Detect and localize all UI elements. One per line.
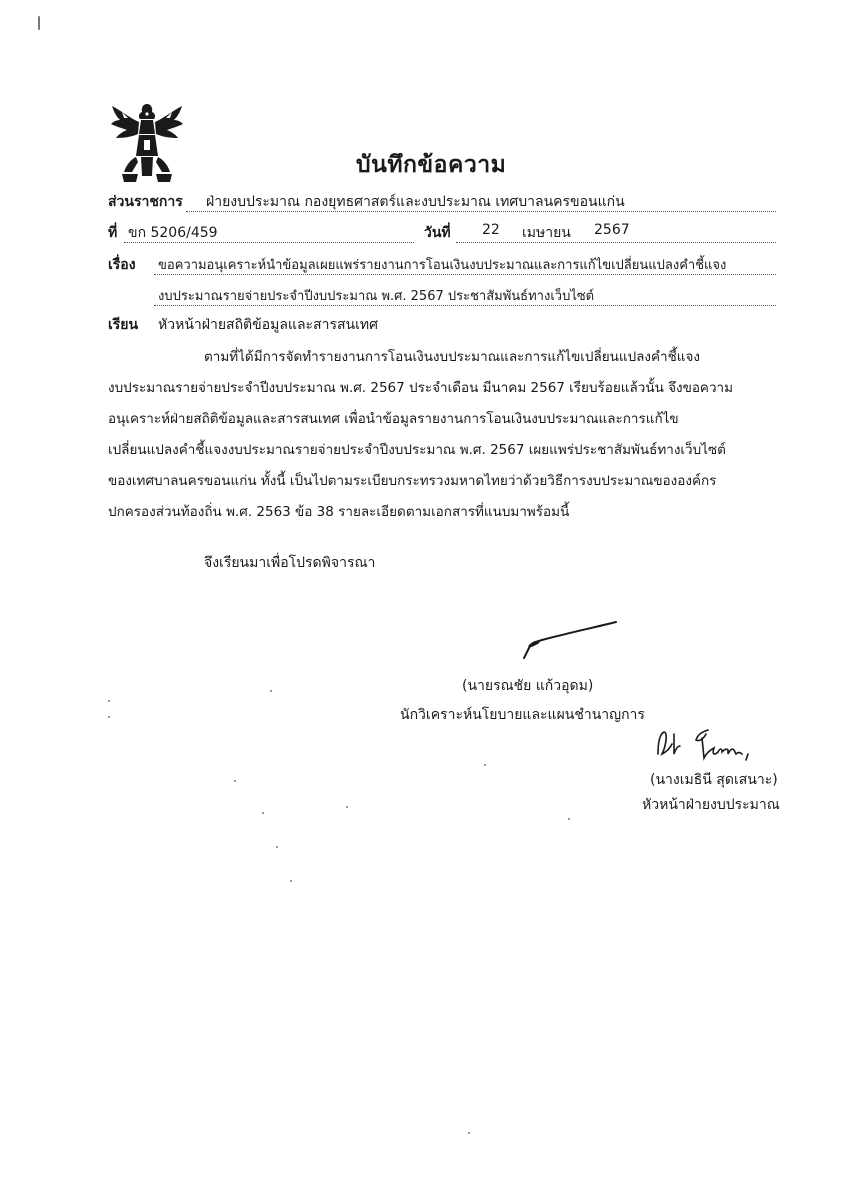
department-value: ฝ่ายงบประมาณ กองยุทธศาสตร์และงบประมาณ เทศบาลนครขอนแก่น (206, 194, 625, 210)
reference-row (108, 222, 117, 244)
subject-dotted-line-1 (154, 274, 776, 275)
first-signer-position: นักวิเคราะห์นโยบายและแผนชำนาญการ (400, 707, 645, 723)
scan-speck (38, 16, 40, 30)
department-row (108, 191, 183, 213)
reference-dotted-line (124, 242, 414, 243)
scan-speck (290, 880, 292, 882)
second-signature-mark (652, 724, 772, 766)
closing-line: จึงเรียนมาเพื่อโปรดพิจารณา (204, 555, 376, 571)
body-line: ของเทศบาลนครขอนแก่น ทั้งนี้ เป็นไปตามระเบียบกระทรวงมหาดไทยว่าด้วยวิธีการงบประมาณขององค์กร (108, 473, 717, 489)
department-label: ส่วนราชการ (108, 194, 183, 210)
scan-speck (276, 846, 278, 848)
scan-speck (468, 1132, 470, 1134)
scan-speck (262, 812, 264, 814)
reference-label: ที่ (108, 225, 118, 241)
scan-speck (568, 818, 570, 820)
second-signer-name: (นางเมธินี สุดเสนาะ) (650, 772, 778, 788)
date-day: 22 (482, 222, 500, 238)
second-signer-position: หัวหน้าฝ่ายงบประมาณ (642, 797, 780, 813)
memo-title: บันทึกข้อความ (356, 152, 507, 178)
garuda-emblem-icon (108, 100, 186, 186)
body-line: ตามที่ได้มีการจัดทำรายงานการโอนเงินงบประมาณและการแก้ไขเปลี่ยนแปลงคำชี้แจง (204, 349, 700, 365)
scan-speck (108, 700, 110, 702)
date-year: 2567 (594, 222, 630, 238)
subject-line-2: งบประมาณรายจ่ายประจำปีงบประมาณ พ.ศ. 2567 ประชาสัมพันธ์ทางเว็บไซต์ (158, 289, 595, 304)
scan-speck (234, 780, 236, 782)
first-signature-mark (512, 618, 624, 662)
subject-dotted-line-2 (154, 305, 776, 306)
date-label: วันที่ (424, 225, 451, 241)
subject-label: เรื่อง (108, 257, 136, 273)
body-line: เปลี่ยนแปลงคำชี้แจงงบประมาณรายจ่ายประจำปีงบประมาณ พ.ศ. 2567 เผยแพร่ประชาสัมพันธ์ทางเว็บไซต์ (108, 442, 726, 458)
recipient-label: เรียน (108, 317, 139, 333)
body-line: งบประมาณรายจ่ายประจำปีงบประมาณ พ.ศ. 2567 ประจำเดือน มีนาคม 2567 เรียบร้อยแล้วนั้น จึงขอความ (108, 380, 734, 396)
first-signer-name: (นายรณชัย แก้วอุดม) (462, 678, 594, 694)
recipient-value: หัวหน้าฝ่ายสถิติข้อมูลและสารสนเทศ (158, 317, 378, 333)
scan-speck (346, 806, 348, 808)
scan-speck (108, 716, 110, 718)
reference-value: ขก 5206/459 (128, 225, 218, 241)
body-paragraph (108, 342, 768, 528)
subject-line-1: ขอความอนุเคราะห์นำข้อมูลเผยแพร่รายงานการโอนเงินงบประมาณและการแก้ไขเปลี่ยนแปลงคำชี้แจง (158, 258, 727, 273)
scan-speck (270, 690, 272, 692)
department-dotted-line (186, 211, 776, 212)
date-dotted-line (456, 242, 776, 243)
date-month: เมษายน (522, 225, 571, 241)
body-line: ปกครองส่วนท้องถิ่น พ.ศ. 2563 ข้อ 38 รายละเอียดตามเอกสารที่แนบมาพร้อมนี้ (108, 504, 570, 520)
body-line: อนุเคราะห์ฝ่ายสถิติข้อมูลและสารสนเทศ เพื่อนำข้อมูลรายงานการโอนเงินงบประมาณและการแก้ไข (108, 411, 679, 427)
scan-speck (484, 764, 486, 766)
